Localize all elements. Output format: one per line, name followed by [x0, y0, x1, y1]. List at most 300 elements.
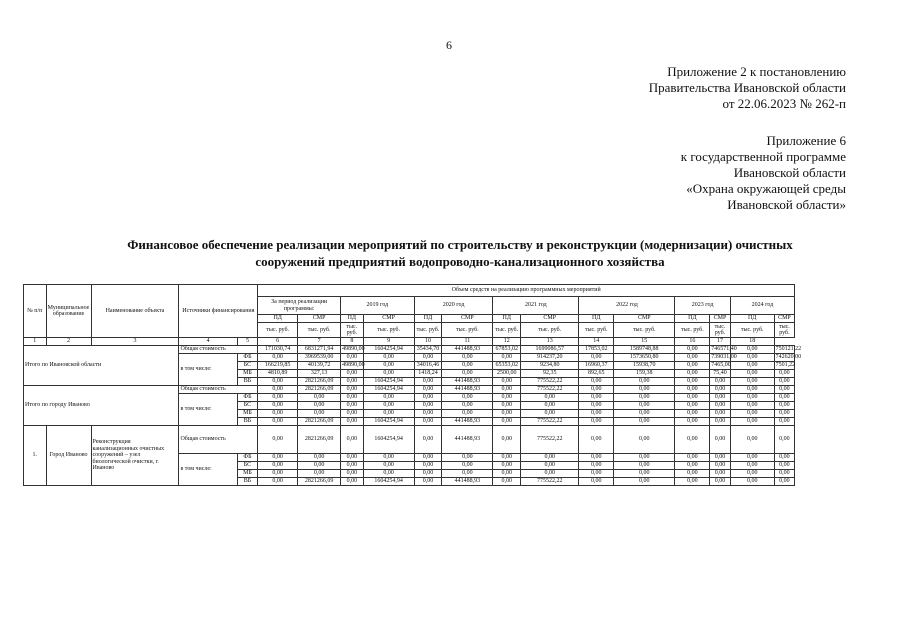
header-smr: СМР [710, 315, 730, 323]
value-cell: 0,00 [493, 426, 521, 454]
value-cell: 7465,00 [711, 362, 731, 369]
column-number: 7 [298, 338, 341, 346]
source-vb: ВБ [237, 378, 257, 386]
value-cell: 0,00 [341, 394, 364, 402]
value-cell: 9234,80 [521, 362, 579, 370]
column-number: 9 [363, 338, 414, 346]
column-number: 4 [179, 338, 237, 346]
value-cell: 0,00 [710, 478, 730, 486]
value-cell: 0,00 [414, 378, 442, 386]
appendix-line: Приложение 2 к постановлению [667, 64, 846, 79]
value-cell: 441488,93 [442, 378, 493, 386]
value-cell: 0,00 [579, 462, 614, 470]
value-cell: 0,00 [493, 454, 521, 462]
value-cell: 1418,24 [414, 370, 442, 378]
source-bs: БС [237, 402, 257, 410]
header-total-period: За период реализации программы: [258, 297, 341, 315]
value-cell: 0,00 [579, 354, 614, 362]
value-cell: 0,00 [675, 454, 710, 462]
value-cell: 0,00 [341, 462, 364, 470]
value-cell: 0,00 [493, 394, 521, 402]
value-cell: 775522,22 [521, 378, 579, 386]
value-cell: 1589748,88 [614, 346, 675, 354]
value-cell: 166219,85 [258, 362, 298, 370]
value-cell: 0,00 [341, 478, 364, 486]
source-vb: ВБ [237, 478, 257, 486]
header-year: 2023 год [675, 297, 730, 315]
value-cell: 0,00 [614, 462, 675, 470]
appendix-6-note [681, 133, 846, 213]
value-cell: 0,00 [258, 410, 298, 418]
value-cell: 0,00 [493, 410, 521, 418]
value-cell: 327,13 [298, 370, 341, 378]
value-cell: 0,00 [774, 426, 794, 454]
value-cell: 0,00 [675, 402, 710, 410]
value-cell: 0,00 [341, 378, 364, 386]
value-cell: 441488,93 [442, 426, 493, 454]
value-cell: 0,00 [258, 426, 298, 454]
value-cell: 49890,00 [342, 346, 365, 353]
value-cell: 0,00 [730, 354, 774, 362]
value-cell: 0,00 [341, 470, 364, 478]
value-cell: 0,00 [414, 454, 442, 462]
value-cell: 0,00 [774, 462, 794, 470]
value-cell: 0,00 [675, 386, 710, 394]
value-cell: 0,00 [710, 394, 730, 402]
total-cost-label: Общая стоимость [179, 426, 258, 454]
value-cell: 0,00 [579, 454, 614, 462]
source-mb: МБ [237, 370, 257, 378]
value-cell: 0,00 [614, 386, 675, 394]
financing-table [23, 284, 873, 486]
value-cell: 0,00 [442, 410, 493, 418]
value-cell: 34016,46 [414, 362, 442, 370]
source-fb: ФБ [237, 354, 257, 362]
value-cell: 0,00 [442, 402, 493, 410]
value-cell: 0,00 [710, 386, 730, 394]
value-cell: 0,00 [258, 386, 298, 394]
value-cell: 0,00 [341, 418, 364, 426]
value-cell: 0,00 [442, 362, 493, 370]
value-cell: 0,00 [258, 454, 298, 462]
value-cell: 1604254,94 [363, 386, 414, 394]
value-cell: 0,00 [363, 402, 414, 410]
value-cell: 739031,00 [711, 354, 737, 361]
header-smr: СМР [363, 315, 414, 323]
value-cell: 0,00 [521, 402, 579, 410]
value-cell: 0,00 [774, 470, 794, 478]
value-cell: 0,00 [614, 410, 675, 418]
value-cell: 0,00 [363, 370, 414, 378]
value-cell: 2500,00 [493, 370, 521, 378]
value-cell: 1604254,94 [363, 426, 414, 454]
incl-label: в том числе: [179, 354, 237, 386]
value-cell: 914237,20 [521, 354, 579, 362]
value-cell: 1604254,94 [363, 346, 414, 354]
value-cell: 742620,00 [775, 354, 802, 361]
value-cell: 49890,00 [342, 362, 365, 369]
value-cell: 750121,22 [775, 346, 802, 353]
column-number: 2 [46, 338, 91, 346]
value-cell: 0,00 [442, 394, 493, 402]
header-smr: СМР [298, 315, 341, 323]
value-cell: 0,00 [442, 354, 493, 362]
value-cell: 0,00 [579, 386, 614, 394]
value-cell: 0,00 [675, 378, 710, 386]
item-municipality: Город Иваново [46, 426, 91, 486]
value-cell: 0,00 [414, 402, 442, 410]
total-cost-label: Общая стоимость [179, 386, 258, 394]
column-number: 16 [675, 338, 710, 346]
value-cell: 67853,02 [493, 346, 521, 354]
value-cell: 0,00 [675, 370, 710, 378]
value-cell: 0,00 [710, 462, 730, 470]
column-number: 15 [614, 338, 675, 346]
value-cell: 0,00 [493, 478, 521, 486]
value-cell: 0,00 [521, 394, 579, 402]
table-row [24, 386, 873, 394]
value-cell: 159,38 [614, 370, 675, 378]
column-number: 6 [258, 338, 298, 346]
value-cell: 0,00 [675, 478, 710, 486]
header-unit: тыс. руб. [363, 323, 414, 338]
value-cell: 7501,22 [775, 362, 796, 369]
value-cell: 0,00 [341, 402, 364, 410]
value-cell: 775522,22 [521, 426, 579, 454]
value-cell: 0,00 [363, 410, 414, 418]
column-number: 12 [493, 338, 521, 346]
value-cell: 775522,22 [521, 478, 579, 486]
table-row [24, 346, 873, 354]
value-cell: 0,00 [710, 426, 730, 454]
value-cell: 441488,93 [442, 418, 493, 426]
value-cell: 0,00 [258, 402, 298, 410]
value-cell: 0,00 [414, 418, 442, 426]
value-cell: 0,00 [258, 418, 298, 426]
value-cell: 775522,22 [521, 386, 579, 394]
header-smr: СМР [774, 315, 794, 323]
appendix-line: к государственной программе [680, 149, 846, 164]
value-cell: 0,00 [730, 410, 774, 418]
header-pd: ПД [258, 315, 298, 323]
value-cell: 65353,02 [493, 362, 521, 370]
value-cell: 0,00 [730, 462, 774, 470]
header-smr: СМР [442, 315, 493, 323]
value-cell: 0,00 [341, 454, 364, 462]
source-bs: БС [237, 462, 257, 470]
value-cell: 0,00 [579, 418, 614, 426]
value-cell: 0,00 [730, 478, 774, 486]
value-cell: 0,00 [614, 418, 675, 426]
value-cell: 0,00 [579, 402, 614, 410]
block-label: Итого по Ивановской области [24, 346, 179, 386]
value-cell: 0,00 [414, 470, 442, 478]
value-cell: 0,00 [363, 470, 414, 478]
column-number: 8 [341, 338, 364, 346]
value-cell: 0,00 [614, 378, 675, 386]
header-pd: ПД [414, 315, 442, 323]
value-cell: 0,00 [341, 410, 364, 418]
value-cell: 0,00 [258, 478, 298, 486]
header-sources: Источники финансирования [179, 285, 258, 338]
header-pd: ПД [579, 315, 614, 323]
value-cell: 2821266,09 [298, 386, 341, 394]
value-cell: 0,00 [675, 362, 710, 370]
value-cell: 2821266,09 [298, 478, 341, 486]
header-unit: тыс. руб. [675, 323, 710, 338]
source-fb: ФБ [237, 454, 257, 462]
value-cell: 0,00 [675, 470, 710, 478]
column-number: 11 [442, 338, 493, 346]
value-cell: 0,00 [614, 454, 675, 462]
value-cell: 0,00 [614, 394, 675, 402]
value-cell: 775522,22 [521, 418, 579, 426]
header-unit: тыс. руб. [614, 323, 675, 338]
value-cell: 0,00 [675, 410, 710, 418]
header-unit: тыс. руб. [710, 323, 730, 338]
value-cell: 0,00 [442, 454, 493, 462]
value-cell: 0,00 [258, 470, 298, 478]
appendix-line: от 22.06.2023 № 262-п [722, 96, 846, 111]
value-cell: 0,00 [414, 386, 442, 394]
source-mb: МБ [237, 410, 257, 418]
appendix-line: Ивановской области [733, 165, 846, 180]
value-cell: 0,00 [258, 394, 298, 402]
value-cell: 0,00 [675, 462, 710, 470]
value-cell: 0,00 [493, 470, 521, 478]
value-cell: 0,00 [493, 386, 521, 394]
value-cell: 0,00 [710, 418, 730, 426]
value-cell: 0,00 [730, 402, 774, 410]
value-cell: 0,00 [579, 410, 614, 418]
value-cell: 2821266,09 [298, 418, 341, 426]
value-cell: 0,00 [710, 378, 730, 386]
value-cell: 0,00 [579, 394, 614, 402]
value-cell: 16960,37 [579, 362, 614, 370]
table-row [24, 426, 873, 454]
title-line: сооружений предприятий водопроводно-канализационного хозяйства [255, 254, 665, 269]
value-cell: 0,00 [363, 454, 414, 462]
value-cell: 0,00 [614, 470, 675, 478]
value-cell: 0,00 [675, 426, 710, 454]
value-cell: 0,00 [298, 470, 341, 478]
table-row [24, 338, 873, 346]
value-cell: 0,00 [521, 462, 579, 470]
value-cell: 92,35 [521, 370, 579, 378]
header-unit: тыс. руб. [521, 323, 579, 338]
value-cell: 1604254,94 [363, 418, 414, 426]
value-cell: 0,00 [675, 346, 710, 354]
column-number: 14 [579, 338, 614, 346]
value-cell: 0,00 [675, 394, 710, 402]
value-cell: 0,00 [521, 410, 579, 418]
header-unit: тыс. руб. [579, 323, 614, 338]
value-cell: 441488,93 [442, 478, 493, 486]
value-cell: 0,00 [414, 410, 442, 418]
value-cell: 0,00 [414, 478, 442, 486]
value-cell: 0,00 [730, 378, 774, 386]
value-cell: 0,00 [730, 454, 774, 462]
source-bs: БС [237, 362, 257, 370]
value-cell: 1573650,80 [614, 354, 675, 362]
value-cell: 746571,40 [711, 346, 737, 353]
value-cell: 0,00 [521, 470, 579, 478]
header-unit: тыс. руб. [442, 323, 493, 338]
value-cell: 0,00 [675, 418, 710, 426]
value-cell: 0,00 [258, 378, 298, 386]
value-cell: 0,00 [710, 454, 730, 462]
header-volume: Объем средств на реализацию программных мероприятий [258, 285, 795, 297]
value-cell: 0,00 [730, 346, 774, 354]
header-unit: тыс. руб. [730, 323, 774, 338]
value-cell: 0,00 [442, 462, 493, 470]
value-cell: 0,00 [493, 462, 521, 470]
value-cell: 0,00 [258, 354, 298, 362]
appendix-line: Правительства Ивановской области [648, 80, 846, 95]
value-cell: 441488,93 [442, 346, 493, 354]
value-cell: 171030,74 [258, 346, 298, 354]
title-line: Финансовое обеспечение реализации мероприятий по строительству и реконструкции (модернизации) очистных [127, 237, 793, 252]
value-cell: 3969539,00 [298, 354, 341, 362]
value-cell: 0,00 [363, 362, 414, 370]
value-cell: 0,00 [493, 354, 521, 362]
appendix-line: «Охрана окружающей среды [686, 181, 846, 196]
value-cell: 0,00 [341, 354, 364, 362]
value-cell: 6831271,94 [298, 346, 341, 354]
value-cell: 0,00 [414, 426, 442, 454]
value-cell: 0,00 [614, 426, 675, 454]
value-cell: 0,00 [579, 470, 614, 478]
value-cell: 0,00 [710, 470, 730, 478]
value-cell: 0,00 [521, 454, 579, 462]
value-cell: 0,00 [774, 478, 794, 486]
value-cell: 0,00 [730, 470, 774, 478]
value-cell: 0,00 [493, 418, 521, 426]
value-cell: 2821266,09 [298, 378, 341, 386]
incl-label: в том числе: [179, 394, 237, 426]
appendix-2-note [649, 64, 846, 112]
block-label: Итого по городу Иваново [24, 386, 179, 426]
item-number: 1. [24, 426, 47, 486]
header-unit: тыс. руб. [341, 323, 364, 338]
header-year: 2019 год [341, 297, 415, 315]
header-object-name: Наименование объекта [91, 285, 179, 338]
header-unit: тыс. руб. [774, 323, 794, 338]
incl-label: в том числе: [179, 454, 237, 486]
value-cell: 0,00 [298, 410, 341, 418]
value-cell: 0,00 [675, 354, 710, 362]
appendix-line: Приложение 6 [766, 133, 846, 148]
value-cell: 0,00 [442, 370, 493, 378]
value-cell: 0,00 [614, 478, 675, 486]
value-cell: 0,00 [774, 402, 794, 410]
header-unit: тыс. руб. [258, 323, 298, 338]
value-cell: 0,00 [774, 378, 794, 386]
header-pd: ПД [675, 315, 710, 323]
header-pd: ПД [341, 315, 364, 323]
header-unit: тыс. руб. [298, 323, 341, 338]
header-no: № п/п [24, 285, 47, 338]
column-number: 17 [710, 338, 730, 346]
value-cell: 892,65 [579, 370, 614, 378]
header-smr: СМР [614, 315, 675, 323]
source-fb: ФБ [237, 394, 257, 402]
value-cell: 0,00 [730, 362, 774, 370]
value-cell: 0,00 [341, 426, 364, 454]
source-mb: МБ [237, 470, 257, 478]
header-pd: ПД [730, 315, 774, 323]
value-cell: 0,00 [730, 426, 774, 454]
value-cell: 35434,70 [414, 346, 442, 354]
column-number: 10 [414, 338, 442, 346]
value-cell: 0,00 [730, 386, 774, 394]
value-cell: 1604254,94 [363, 478, 414, 486]
value-cell: 0,00 [363, 462, 414, 470]
header-year: 2022 год [579, 297, 675, 315]
value-cell: 0,00 [363, 394, 414, 402]
value-cell: 0,00 [579, 426, 614, 454]
value-cell: 1604254,94 [363, 378, 414, 386]
value-cell: 2821266,09 [298, 426, 341, 454]
value-cell: 0,00 [730, 418, 774, 426]
column-number: 5 [237, 338, 257, 346]
value-cell: 40139,72 [298, 362, 341, 370]
header-year: 2024 год [730, 297, 794, 315]
value-cell: 0,00 [442, 470, 493, 478]
value-cell: 75,40 [710, 370, 730, 378]
value-cell: 0,00 [341, 370, 364, 378]
value-cell: 15938,70 [614, 362, 675, 370]
header-smr: СМР [521, 315, 579, 323]
value-cell: 0,00 [258, 462, 298, 470]
value-cell: 0,00 [730, 394, 774, 402]
header-municipality: Муниципальное образование [46, 285, 91, 338]
value-cell: 0,00 [730, 370, 774, 378]
column-number: 13 [521, 338, 579, 346]
value-cell: 0,00 [341, 386, 364, 394]
item-object: Реконструкция канализационных очистных сооружений – узел биологической очистки, г. Иваново [91, 426, 179, 486]
value-cell: 0,00 [414, 462, 442, 470]
value-cell: 0,00 [710, 410, 730, 418]
value-cell: 0,00 [774, 370, 794, 378]
document-title [40, 236, 880, 270]
header-unit: тыс. руб. [493, 323, 521, 338]
value-cell: 0,00 [414, 394, 442, 402]
header-pd: ПД [493, 315, 521, 323]
value-cell: 0,00 [774, 394, 794, 402]
value-cell: 0,00 [414, 354, 442, 362]
source-vb: ВБ [237, 418, 257, 426]
value-cell: 0,00 [298, 402, 341, 410]
value-cell: 0,00 [298, 394, 341, 402]
value-cell: 0,00 [710, 402, 730, 410]
value-cell: 0,00 [298, 462, 341, 470]
value-cell: 0,00 [774, 418, 794, 426]
value-cell: 0,00 [614, 402, 675, 410]
value-cell: 0,00 [579, 478, 614, 486]
value-cell: 0,00 [579, 378, 614, 386]
value-cell: 441488,93 [442, 386, 493, 394]
value-cell: 1699086,57 [521, 346, 579, 354]
header-unit: тыс. руб. [414, 323, 442, 338]
value-cell: 0,00 [493, 378, 521, 386]
page-number: 6 [446, 38, 452, 52]
header-year: 2020 год [414, 297, 493, 315]
value-cell: 0,00 [774, 454, 794, 462]
value-cell: 0,00 [774, 386, 794, 394]
value-cell: 0,00 [774, 410, 794, 418]
table-row [24, 285, 873, 297]
